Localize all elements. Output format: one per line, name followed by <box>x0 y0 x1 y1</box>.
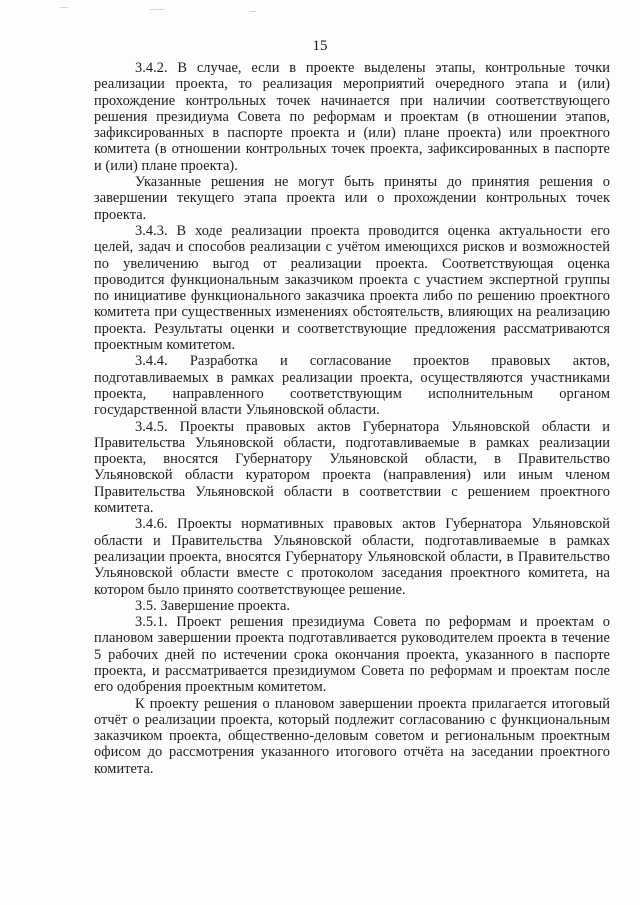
paragraph-3-4-5: 3.4.5. Проекты правовых актов Губернатора Ульяновской области и Правительства Ульяновской области, подготавливаемые в рамках реализации проекта, вносятся Губернатору Ульяновской области, в Правительство Ульяновской области куратором проекта (направления) или иным членом Правительства Ульяновской области в соответствии с решением проектного комитета. <box>94 418 610 517</box>
paragraph-3-4-3: 3.4.3. В ходе реализации проекта проводится оценка актуальности его целей, задач и способов реализации с учётом имеющихся рисков и возможностей по увеличению выгод от реализации проекта. Соответствующая оценка проводится функциональным заказчиком проекта с участием экспертной группы по инициативе функционального заказчика проекта либо по решению проектного комитета при существенных изменениях обстоятельств, влияющих на реализацию проекта. Результаты оценки и соответствующие предложения рассматриваются проектным комитетом. <box>94 222 610 354</box>
document-body <box>94 60 610 777</box>
paragraph-3-4-4: 3.4.4. Разработка и согласование проектов правовых актов, подготавливаемых в рамках реализации проекта, осуществляются участниками проекта, направленного соответствующим исполнительным органом государственной власти Ульяновской области. <box>94 353 610 419</box>
section-heading-3-5: 3.5. Завершение проекта. <box>135 597 291 614</box>
scan-mark <box>60 7 68 8</box>
page-number: 15 <box>312 38 328 54</box>
paragraph-3-4-2: 3.4.2. В случае, если в проекте выделены этапы, контрольные точки реализации проекта, то реализация мероприятий очередного этапа и (или) прохождение контрольных точек начинается при наличии соответствующего решения президиума Совета по реформам и проектам (в отношении этапов, зафиксированных в паспорте проекта и (или) плане проекта) или проектного комитета (в отношении контрольных точек проекта, зафиксированных в паспорте и (или) плане проекта). <box>94 60 610 174</box>
paragraph-3-5-1: 3.5.1. Проект решения президиума Совета по реформам и проектам о плановом завершении проекта подготавливается руководителем проекта в течение 5 рабочих дней по истечении срока окончания проекта, указанного в паспорте проекта, и рассматривается президиумом Совета по реформам и проектам после его одобрения проектным комитетом. <box>94 614 610 696</box>
scan-mark <box>250 11 256 12</box>
scan-mark <box>150 9 164 10</box>
paragraph-decisions-note: Указанные решения не могут быть приняты до принятия решения о завершении текущего этапа проекта или о прохождении контрольных точек проекта. <box>94 174 610 223</box>
paragraph-3-4-6: 3.4.6. Проекты нормативных правовых актов Губернатора Ульяновской области и Правительства Ульяновской области, подготавливаемые в рамках реализации проекта, вносятся Губернатору Ульяновской области, в Правительство Ульяновской области вместе с протоколом заседания проектного комитета, на котором было принято соответствующее решение. <box>94 516 610 598</box>
paragraph-final-report: К проекту решения о плановом завершении проекта прилагается итоговый отчёт о реализации проекта, который подлежит согласованию с функциональным заказчиком проекта, общественно-деловым советом и региональным проектным офисом до рассмотрения указанного итогового отчёта на заседании проектного комитета. <box>94 695 610 777</box>
